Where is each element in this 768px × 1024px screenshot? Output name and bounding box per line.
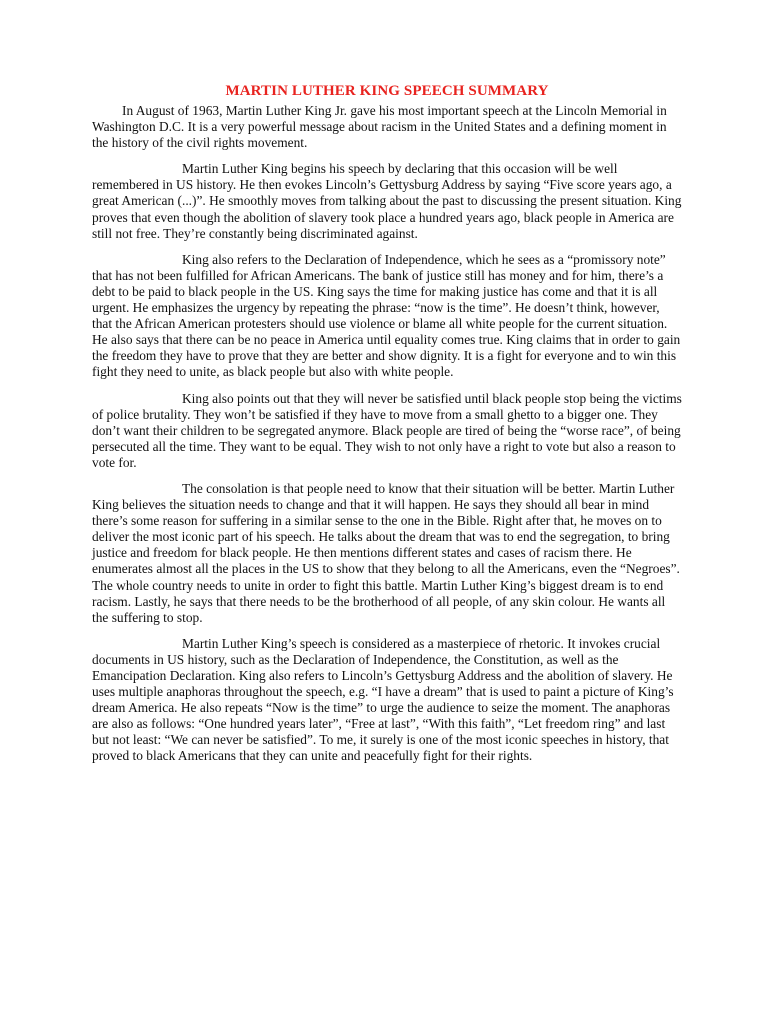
- paragraph-dream: The consolation is that people need to know that their situation will be better. Martin Luther King believes the situation needs to change and that it will happen. He says they should all bear in mind there’s some reason for suffering in a similar sense to the one in the Bible. Right after that, he moves on to deliver the most iconic part of his speech. He talks about the dream that was to end the segregation, to bring justice and freedom for black people. He then mentions different states and cases of racism there. He enumerates almost all the places in the US to show that they belong to all the Americans, even the “Negroes”. The whole country needs to unite in order to fight this battle. Martin Luther King’s biggest dream is to end racism. Lastly, he says that there needs to be the brotherhood of all people, of any skin colour. He wants all the suffering to stop.: [92, 480, 680, 625]
- paragraph-intro: In August of 1963, Martin Luther King Jr. gave his most important speech at the Lincoln Memorial in Washington D.C. It is a very powerful message about racism in the United States and a defining moment in the history of the civil rights movement.: [92, 103, 667, 151]
- document-page: [92, 82, 682, 775]
- paragraph-satisfaction: King also points out that they will never be satisfied until black people stop being the victims of police brutality. They won’t be satisfied if they have to move from a small ghetto to a bigger one. They don’t want their children to be segregated anymore. Black people are tired of being the “worse race”, of being persecuted all the time. They want to be equal. They wish to not only have a right to vote but also a reason to vote for.: [92, 390, 682, 470]
- paragraph-declaration: King also refers to the Declaration of Independence, which he sees as a “promissory note” that has not been fulfilled for African Americans. The bank of justice still has money and for him, there’s a debt to be paid to black people in the US. King says the time for making justice has come and that it is all urgent. He emphasizes the urgency by repeating the phrase: “now is the time”. He doesn’t think, however, that the African American protesters should use violence or blame all white people for the current situation. He also says that there can be no peace in America until equality comes true. King claims that in order to gain the freedom they have to prove that they are better and show dignity. It is a fight for everyone and to win this fight they need to unite, as black people but also with white people.: [92, 251, 681, 380]
- document-title: MARTIN LUTHER KING SPEECH SUMMARY: [225, 83, 549, 99]
- paragraph-rhetoric: Martin Luther King’s speech is considered as a masterpiece of rhetoric. It invokes crucial documents in US history, such as the Declaration of Independence, the Constitution, as well as the Emancipation Declaration. King also refers to Lincoln’s Gettysburg Address and the abolition of slavery. He uses multiple anaphoras throughout the speech, e.g. “I have a dream” that is used to paint a picture of King’s dream America. He also repeats “Now is the time” to urge the audience to seize the moment. The anaphoras are also as follows: “One hundred years later”, “Free at last”, “With this faith”, “Let freedom ring” and last but not least: “We can never be satisfied”. To me, it surely is one of the most iconic speeches in history, that proved to black Americans that they can unite and peacefully fight for their rights.: [92, 635, 674, 764]
- paragraph-opening: Martin Luther King begins his speech by declaring that this occasion will be well remembered in US history. He then evokes Lincoln’s Gettysburg Address by saying “Five score years ago, a great American (...)”. He smoothly moves from talking about the past to discussing the present situation. King proves that even though the abolition of slavery took place a hundred years ago, black people in America are still not free. They’re constantly being discriminated against.: [92, 161, 682, 241]
